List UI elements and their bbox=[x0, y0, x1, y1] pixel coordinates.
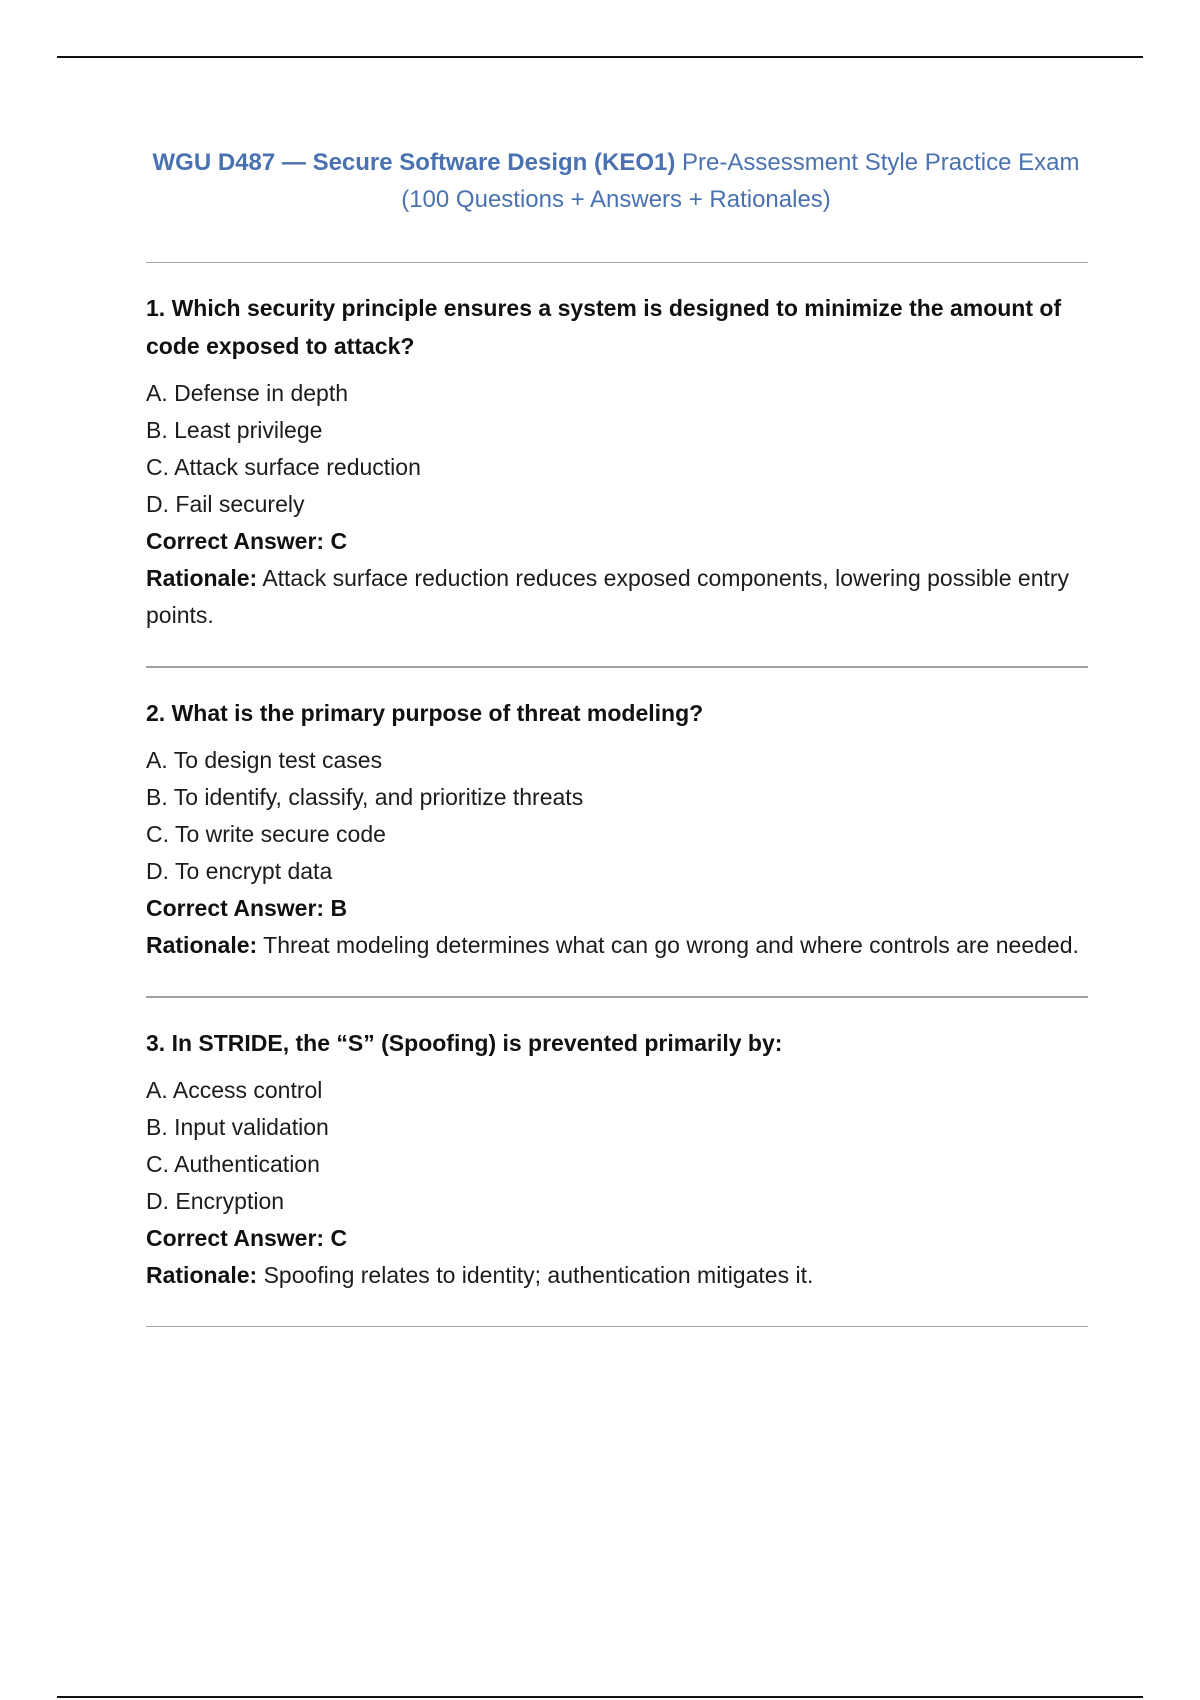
title-normal-part: Pre-Assessment Style Practice Exam (100 Questions + Answers + Rationales) bbox=[401, 149, 1080, 213]
option-d: D. Fail securely bbox=[146, 491, 305, 517]
rationale-text: Spoofing relates to identity; authentication mitigates it. bbox=[263, 1262, 814, 1288]
option-a: A. To design test cases bbox=[146, 747, 383, 773]
correct-answer: Correct Answer: C bbox=[146, 528, 348, 554]
question-text: 1. Which security principle ensures a system is designed to minimize the amount of code exposed to attack? bbox=[146, 295, 1062, 359]
question-text: 3. In STRIDE, the “S” (Spoofing) is prevented primarily by: bbox=[146, 1030, 783, 1056]
section-divider bbox=[146, 1326, 1088, 1327]
option-a: A. Defense in depth bbox=[146, 380, 349, 406]
document-title bbox=[146, 144, 1086, 218]
rationale-label: Rationale: bbox=[146, 932, 258, 958]
option-b: B. Least privilege bbox=[146, 417, 323, 443]
correct-answer: Correct Answer: C bbox=[146, 1225, 348, 1251]
question-block-2 bbox=[146, 668, 1088, 996]
page-bottom-rule bbox=[57, 1696, 1143, 1698]
option-b: B. To identify, classify, and prioritize threats bbox=[146, 784, 584, 810]
option-c: C. Attack surface reduction bbox=[146, 454, 421, 480]
option-d: D. Encryption bbox=[146, 1188, 285, 1214]
rationale bbox=[146, 927, 1088, 964]
rationale-label: Rationale: bbox=[146, 565, 258, 591]
rationale bbox=[146, 1257, 1088, 1294]
question-list bbox=[146, 262, 1088, 1327]
rationale-label: Rationale: bbox=[146, 1262, 258, 1288]
option-c: C. To write secure code bbox=[146, 821, 386, 847]
rationale-text: Attack surface reduction reduces exposed components, lowering possible entry points. bbox=[146, 565, 1070, 628]
option-c: C. Authentication bbox=[146, 1151, 320, 1177]
option-a: A. Access control bbox=[146, 1077, 323, 1103]
rationale-text: Threat modeling determines what can go wrong and where controls are needed. bbox=[263, 932, 1079, 958]
title-bold-part: WGU D487 — Secure Software Design (KEO1) bbox=[152, 149, 676, 176]
option-d: D. To encrypt data bbox=[146, 858, 333, 884]
question-text: 2. What is the primary purpose of threat modeling? bbox=[146, 700, 704, 726]
page-top-rule bbox=[57, 56, 1143, 58]
correct-answer: Correct Answer: B bbox=[146, 895, 348, 921]
rationale bbox=[146, 560, 1088, 634]
question-block-1 bbox=[146, 263, 1088, 666]
question-block-3 bbox=[146, 998, 1088, 1326]
option-b: B. Input validation bbox=[146, 1114, 329, 1140]
